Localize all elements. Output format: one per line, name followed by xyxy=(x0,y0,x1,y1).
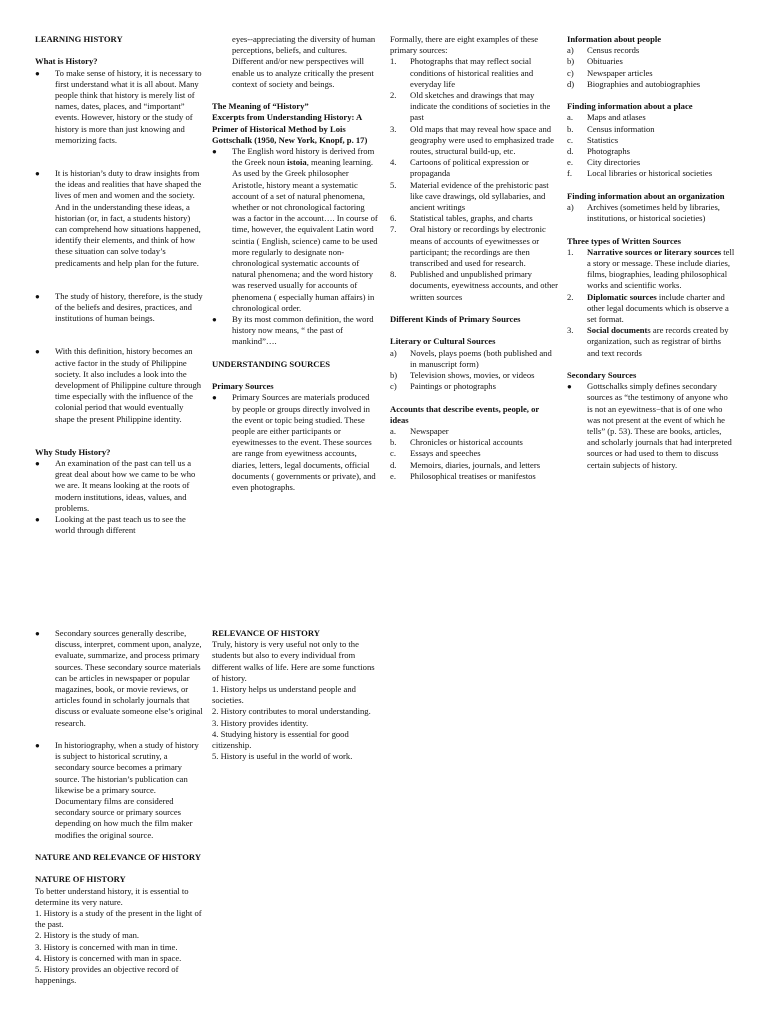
bullet-icon xyxy=(567,381,587,471)
continuation-text: eyes--appreciating the diversity of human perceptions, beliefs, and cultures. Different and/or new perspectives will enable us to analyze critically the present context of society and beings. xyxy=(232,34,376,89)
list-item: 1. Narrative sources or literary sources tell a story or message. These include diaries, films, biographies, leading philosophical works and scientific works. xyxy=(567,246,735,291)
bullet-icon xyxy=(35,514,55,536)
list-item: ● In historiography, when a study of history is subject to historical scrutiny, a secondary source becomes a primary source. The historian’s publication can likewise be a primary source. Documentary films are considered secondary source or primary sources depending on how much the film maker modifies the original source. xyxy=(35,740,203,841)
list-item: c. Statistics xyxy=(567,134,619,145)
bullet-icon xyxy=(35,168,55,269)
column-2 xyxy=(212,34,380,493)
why-study-history-heading: Why Study History? xyxy=(35,446,111,457)
list-item: b. Census information xyxy=(567,123,655,134)
bullet-icon xyxy=(35,68,55,146)
meaning-of-history-heading: The Meaning of “History” xyxy=(212,101,309,112)
bullet-icon xyxy=(35,740,55,841)
list-item: ● Gottschalks simply defines secondary sources as “the testimony of anyone who is not an eyewitness−that is of one who was not present at the event of which he tells” (p. 53). These are books, articles, and scholarly journals that had interpreted sources or had used to them to discuss certain subjects of history. xyxy=(567,381,735,471)
accounts-heading: Accounts that describe events, people, or ideas xyxy=(390,403,540,425)
list-item: b. Chronicles or historical accounts xyxy=(390,437,523,448)
people-heading: Information about people xyxy=(567,34,662,44)
examples-intro: Formally, there are eight examples of these primary sources: xyxy=(390,34,539,56)
list-item: 2. History is the study of man. xyxy=(35,930,140,941)
list-item: d. Memoirs, diaries, journals, and letters xyxy=(390,459,541,470)
list-item: a) Archives (sometimes held by libraries, institutions, or historical societies) xyxy=(567,202,720,224)
list-item: c) Paintings or photographs xyxy=(390,381,496,392)
list-item: 4. History is concerned with man in space. xyxy=(35,952,182,963)
primary-sources-heading: Primary Sources xyxy=(212,381,274,392)
list-item: 4. Cartoons of political expression or propaganda xyxy=(390,157,529,179)
list-item: c) Newspaper articles xyxy=(567,67,653,78)
bullet-icon xyxy=(35,346,55,424)
what-is-history-heading: What is History? xyxy=(35,56,98,67)
list-item: b) Obituaries xyxy=(567,56,623,67)
nature-heading: NATURE OF HISTORY xyxy=(35,874,126,885)
column-6 xyxy=(212,628,380,762)
excerpt-heading: Excerpts from Understanding History: A Primer of Historical Method by Lois Gottschalk (1950, New York, Knopf, p. 17) xyxy=(212,112,368,145)
list-item: f. Local libraries or historical societies xyxy=(567,168,713,179)
list-item: 3. History is concerned with man in time. xyxy=(35,941,178,952)
list-item: ● It is historian’s duty to draw insights from the ideas and realities that have shaped the lives of men and women and the society. And in the understanding these ideas, a historian (or, in fact, a students history) can comprehend how situations happened, identify their elements, and think of how these situation can solve today’s predicaments and help plan for the future. xyxy=(35,168,203,269)
list-item: 6. Statistical tables, graphs, and charts xyxy=(390,213,533,224)
list-item: e. Philosophical treatises or manifestos xyxy=(390,470,536,481)
list-item: ● With this definition, history becomes an active factor in the study of Philippine society. It also includes a look into the development of Philippine culture through time especially with the influence of the colonial period that would eventually shape the present Philippine identity. xyxy=(35,346,203,424)
list-item: a) Census records xyxy=(567,45,640,56)
nature-intro: To better understand history, it is essential to determine its very nature. xyxy=(35,885,189,907)
list-item: 5. History is useful in the world of work. xyxy=(212,751,353,762)
list-item: d) Biographies and autobiographies xyxy=(567,78,701,89)
list-item: ● Looking at the past teach us to see the world through different xyxy=(35,514,203,536)
relevance-intro: Truly, history is very useful not only to the students but also to every individual from different walks of life. Here are some functions of history. xyxy=(212,639,375,683)
organization-heading: Finding information about an organization xyxy=(567,190,725,201)
column-3 xyxy=(390,34,558,482)
bullet-icon xyxy=(212,392,232,493)
list-item: 2. Old sketches and drawings that may indicate the conditions of societies in the past xyxy=(390,90,551,123)
list-item: 3. Old maps that may reveal how space and geography were used to emphasized trade routes, structural build-up, etc. xyxy=(390,123,554,157)
greek-word: istoia xyxy=(287,157,307,168)
bullet-icon xyxy=(35,458,55,514)
list-item: a. Maps and atlases xyxy=(567,112,646,123)
bullet-icon xyxy=(35,291,55,325)
secondary-sources-heading: Secondary Sources xyxy=(567,370,637,381)
list-item: 4. Studying history is essential for good citizenship. xyxy=(212,728,349,751)
list-item: 5. Material evidence of the prehistoric past like cave drawings, old syllabaries, and ancient writings xyxy=(390,179,549,213)
list-item: d. Photographs xyxy=(567,146,630,157)
page-title: LEARNING HISTORY xyxy=(35,34,123,44)
list-item: b) Television shows, movies, or videos xyxy=(390,370,535,381)
nature-relevance-heading: NATURE AND RELEVANCE OF HISTORY xyxy=(35,852,202,863)
list-item: ● Primary Sources are materials produced by people or groups directly involved in the event or topic being studied. These people are either participants or eyewitnesses to the event. These sources are range from eyewitness accounts, diaries, letters, legal documents, official documents ( governments or private), and even photographs. xyxy=(212,392,380,493)
list-item: ● The English word history is derived from the Greek noun istoia, meaning learning. As used by the Greek philosopher Aristotle, history meant a systematic account of a set of natural phenomena, whether or not chronological factoring was a factor in the account…. In course of time, however, the equivalent Latin word scintia ( English, science) came to be used more regularly to designate non-chronological systematic accounts of natural phenomena; and the word history was reserved usually for accounts of phenomena ( especially human affairs) in chronological order. xyxy=(212,146,380,314)
list-item: ● To make sense of history, it is necessary to first understand what it is all about. Many people think that history is merely list of names, dates, places, and “important” events. However, history or the study of history is more than just knowing and memorizing facts. xyxy=(35,68,203,146)
list-item: 7. Oral history or recordings by electronic means of accounts of eyewitnesses or participant; the recordings are then transcribed and used for research. xyxy=(390,224,546,269)
place-heading: Finding information about a place xyxy=(567,101,693,112)
list-item: 1. History is a study of the present in the light of the past. xyxy=(35,908,202,930)
list-item: 1. History helps us understand people and societies. xyxy=(212,684,356,706)
written-sources-heading: Three types of Written Sources xyxy=(567,235,681,246)
column-1 xyxy=(35,34,203,537)
list-item: 3. Social documents are records created by organization, such as registrar of births and text records xyxy=(567,325,729,358)
understanding-sources-heading: UNDERSTANDING SOURCES xyxy=(212,358,331,369)
list-item: 3. History provides identity. xyxy=(212,717,309,728)
list-item: 2. History contributes to moral understanding. xyxy=(212,706,371,717)
literary-heading: Literary or Cultural Sources xyxy=(390,336,496,347)
list-item: c. Essays and speeches xyxy=(390,448,481,459)
list-item: ● By its most common definition, the word history now means, “ the past of mankind”…. xyxy=(212,314,380,348)
bullet-icon xyxy=(35,628,55,729)
column-4 xyxy=(567,34,735,471)
list-item: 8. Published and unpublished primary documents, eyewitness accounts, and other written sources xyxy=(390,269,558,302)
relevance-heading: RELEVANCE OF HISTORY xyxy=(212,628,320,638)
list-item: ● Secondary sources generally describe, discuss, interpret, comment upon, analyze, evaluate, summarize, and process primary sources. These secondary source materials can be articles in newspaper or popular magazines, book, or movie reviews, or articles found in scholarly journals that discuss or evaluate someone else’s original research. xyxy=(35,628,203,729)
list-item: 2. Diplomatic sources include charter and other legal documents which is observe a set format. xyxy=(567,291,729,325)
list-item: e. City directories xyxy=(567,157,641,168)
list-item: a) Novels, plays poems (both published and in manuscript form) xyxy=(390,347,552,369)
column-5 xyxy=(35,628,203,986)
list-item: 1. Photographs that may reflect social conditions of historical realities and everyday life xyxy=(390,56,534,89)
kinds-heading: Different Kinds of Primary Sources xyxy=(390,314,521,325)
bullet-icon xyxy=(212,146,232,314)
list-item: a. Newspaper xyxy=(390,426,449,437)
bullet-icon xyxy=(212,314,232,348)
list-item: 5. History provides an objective record of happenings. xyxy=(35,964,179,986)
list-item: ● An examination of the past can tell us a great deal about how we came to be who we are. It means looking at the roots of modern institutions, ideas, values, and problems. xyxy=(35,458,203,514)
list-item: ● The study of history, therefore, is the study of the beliefs and desires, practices, and institutions of human beings. xyxy=(35,291,203,325)
